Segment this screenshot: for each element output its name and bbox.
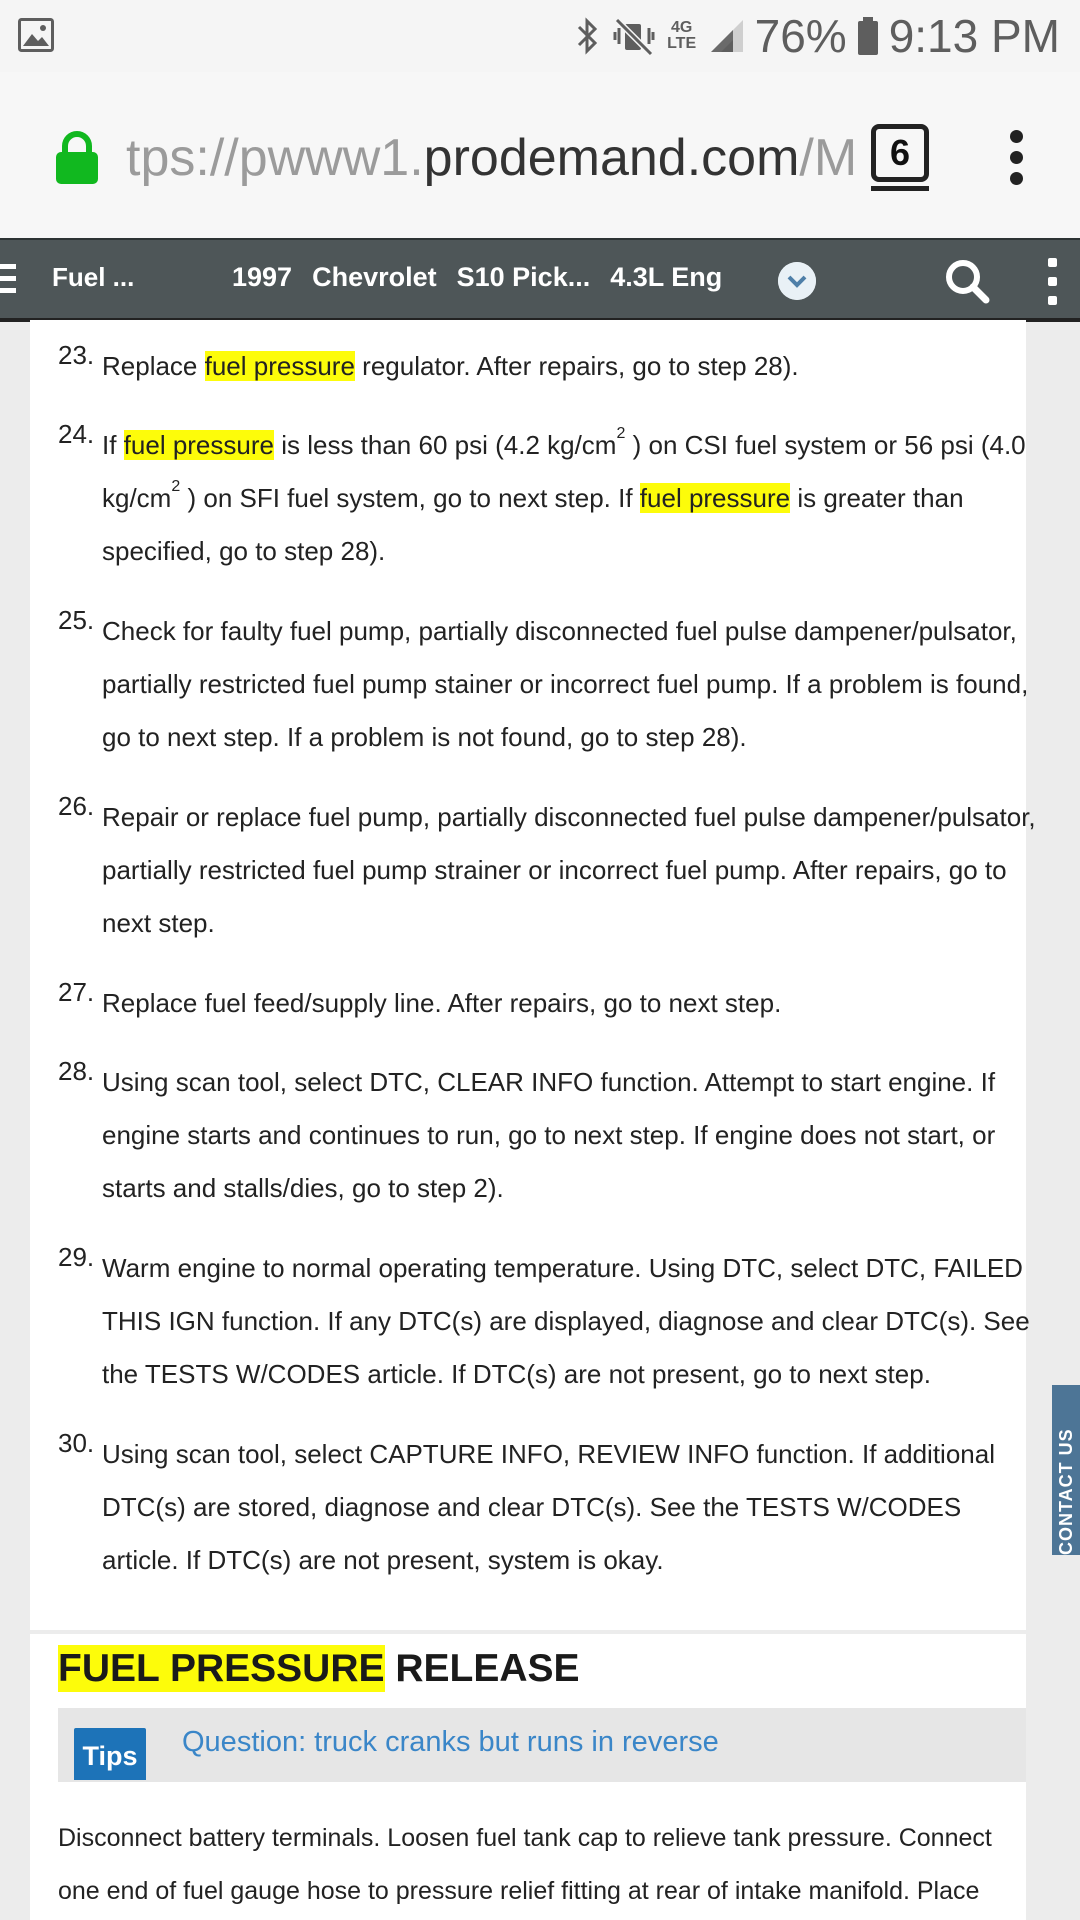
browser-menu-icon[interactable]: [1004, 130, 1028, 186]
step-number: 23.: [58, 340, 95, 370]
signal-icon: [709, 18, 745, 54]
vehicle-engine: 4.3L Eng: [610, 262, 723, 292]
step-number: 28.: [58, 1056, 95, 1086]
tips-badge: Tips: [74, 1728, 146, 1780]
contact-us-tab[interactable]: [1052, 1385, 1080, 1555]
lte-icon: 4G LTE: [667, 19, 697, 52]
step-text: Replace fuel feed/supply line. After repairs, go to next step.: [102, 988, 782, 1018]
contact-us-label: CONTACT US: [1056, 1428, 1076, 1555]
step-number: 25.: [58, 605, 95, 635]
release-body-text: Disconnect battery terminals. Loosen fuel tank cap to relieve tank pressure. Connect one end of fuel gauge hose to pressure relief fitting at rear of intake manifold. Place: [58, 1824, 992, 1905]
step-text: Using scan tool, select CAPTURE INFO, REVIEW INFO function. If additional DTC(s) are stored, diagnose and clear DTC(s). See the TESTS W/CODES article. If DTC(s) are not present, system is okay.: [102, 1439, 995, 1575]
search-highlight: fuel pressure: [639, 483, 791, 513]
step-number: 26.: [58, 791, 95, 821]
step-text: Check for faulty fuel pump, partially disconnected fuel pulse dampener/pulsator, partially restricted fuel pump stainer or incorrect fuel pump. If a problem is found, go to next step. If a problem is not found, go to step 28).: [102, 616, 1029, 752]
search-highlight: fuel pressure: [123, 430, 274, 460]
step-text: Repair or replace fuel pump, partially disconnected fuel pulse dampener/pulsator, partially restricted fuel pump strainer or incorrect fuel pump. After repairs, go to next step.: [102, 802, 1036, 938]
vehicle-selector[interactable]: [232, 262, 722, 293]
bluetooth-icon: [573, 16, 603, 56]
app-navbar: [0, 238, 1080, 322]
search-icon[interactable]: [944, 258, 990, 304]
tab-switcher-button[interactable]: 6: [871, 124, 929, 182]
step-number: 24.: [58, 419, 95, 449]
battery-icon: [857, 16, 879, 56]
hamburger-icon[interactable]: [0, 264, 16, 300]
step-number: 30.: [58, 1428, 95, 1458]
section-title: FUEL PRESSURE RELEASE: [58, 1647, 580, 1690]
step-number: 27.: [58, 977, 95, 1007]
url-field[interactable]: tps://pwww1.prodemand.com/M: [126, 129, 858, 187]
nav-section-label[interactable]: Fuel ...: [52, 262, 135, 292]
lock-icon: [54, 130, 100, 186]
step-text: Using scan tool, select DTC, CLEAR INFO function. Attempt to start engine. If engine starts and continues to run, go to next step. If engine does not start, or starts and stalls/dies, go to step 2).: [102, 1067, 996, 1203]
more-options-icon[interactable]: [1048, 258, 1060, 315]
step-text: If fuel pressure is less than 60 psi (4.2 $kg/cm^2$ ) on CSI fuel system or 56 psi (4.0 $kg/cm^2$ ) on SFI fuel system, go to next step. If fuel pressure is greater than specified, go to step 28).: [102, 425, 1026, 566]
search-highlight: fuel pressure: [204, 351, 355, 381]
step-number: 29.: [58, 1242, 95, 1272]
battery-percent: 76%: [754, 10, 847, 62]
search-highlight: FUEL PRESSURE: [58, 1647, 385, 1690]
gallery-icon: [18, 18, 54, 52]
tips-question-link[interactable]: Question: truck cranks but runs in reverse: [182, 1726, 719, 1758]
vehicle-model: S10 Pick...: [456, 262, 591, 292]
vibrate-off-icon: [613, 16, 655, 56]
clock-time: 9:13 PM: [888, 10, 1060, 62]
vehicle-year: 1997: [232, 262, 293, 292]
vehicle-make: Chevrolet: [312, 262, 437, 292]
status-bar: [0, 0, 1080, 72]
chevron-down-icon[interactable]: [778, 262, 816, 300]
step-text: Warm engine to normal operating temperature. Using DTC, select DTC, FAILED THIS IGN function. If any DTC(s) are displayed, diagnose and clear DTC(s). See the TESTS W/CODES article. If DTC(s) are not present, go to next step.: [102, 1253, 1030, 1389]
step-text: Replace fuel pressure regulator. After repairs, go to step 28).: [102, 351, 799, 381]
